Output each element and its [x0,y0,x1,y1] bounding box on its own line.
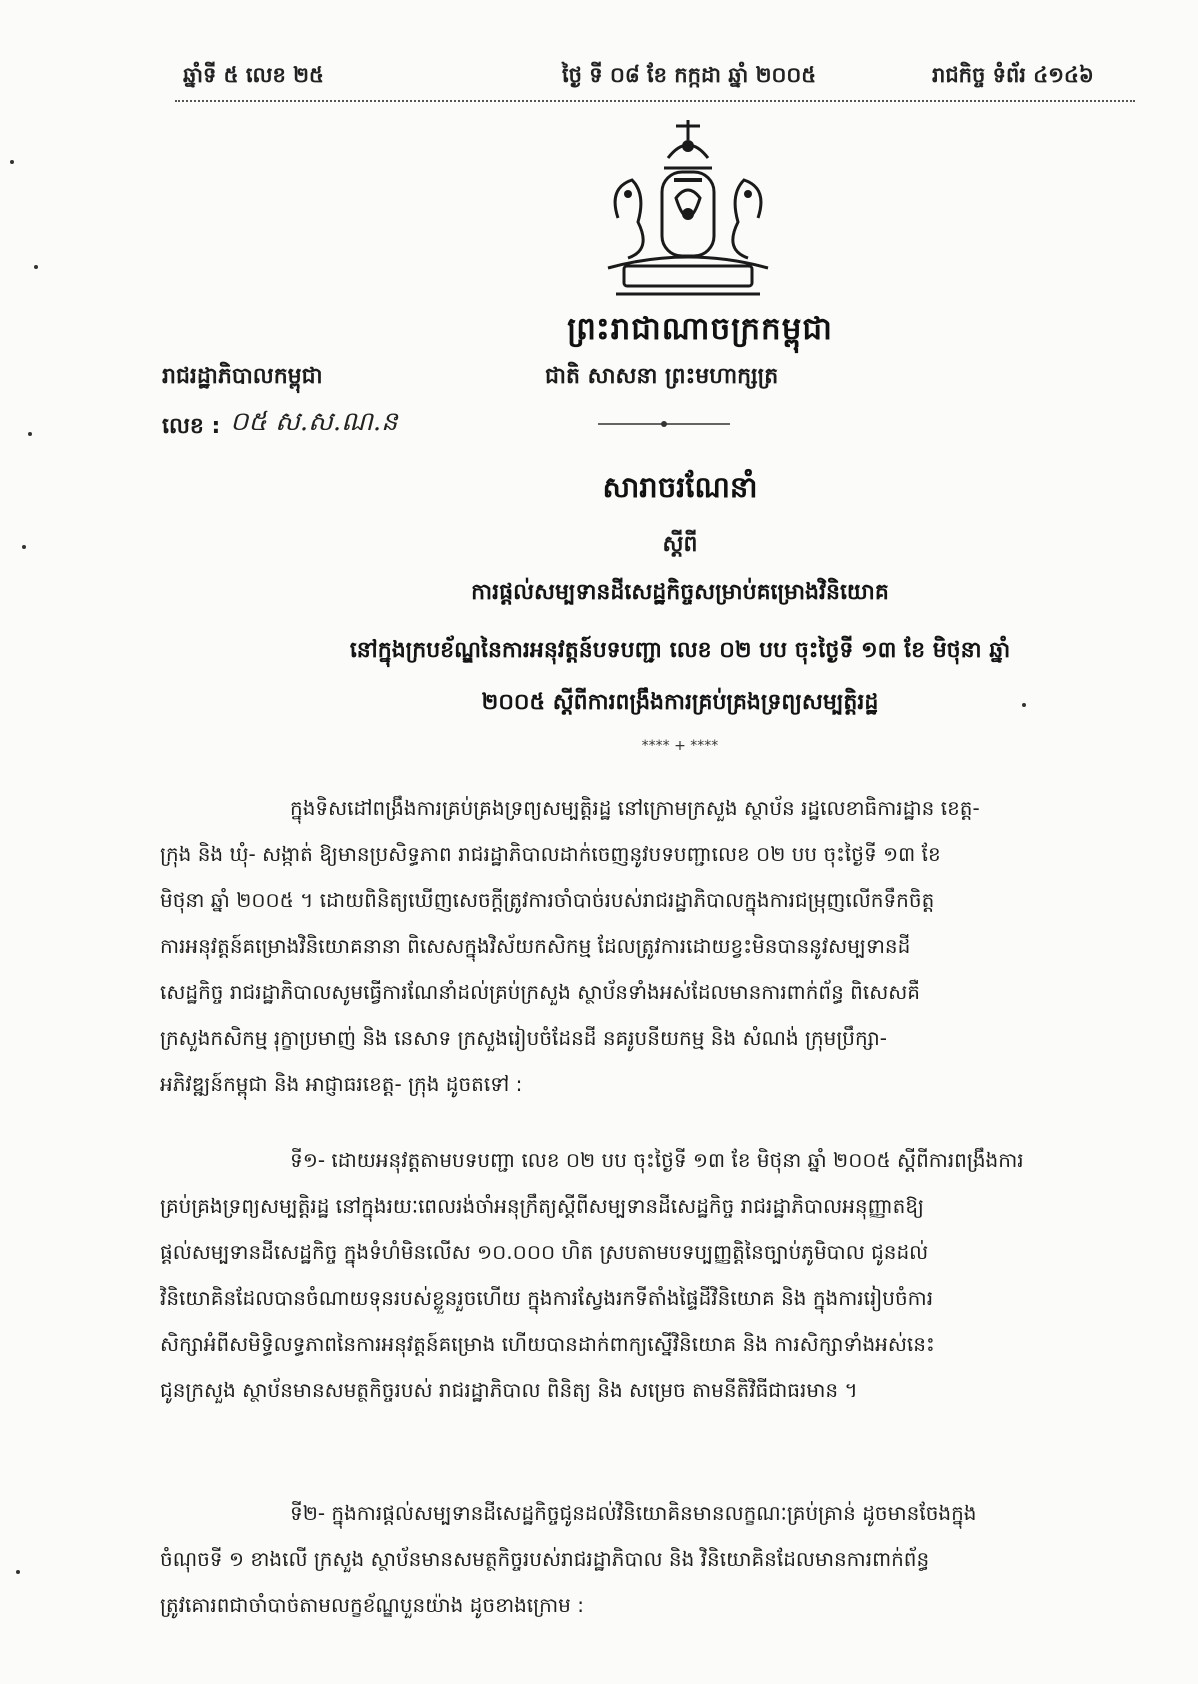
scan-artifact [10,160,14,164]
royal-coat-of-arms-icon [598,118,778,302]
reference-number: ០៥ ស.ស.ណ.ន [230,407,398,437]
paragraph-intro [160,785,1120,1107]
gazette-page: រាជកិច្ច ទំព័រ ៤១៤៦ [932,63,1094,87]
scan-artifact [28,432,32,436]
paragraph-point-1 [160,1137,1120,1413]
ornament-divider-icon [598,418,730,430]
paragraph-line: ក្នុងទិសដៅពង្រឹងការគ្រប់គ្រងទ្រព្យសម្បត្តិរដ្ឋ នៅក្រោមក្រសួង ស្ថាប័ន រដ្ឋលេខាធិការដ្ឋាន ខេត្ត- [290,796,980,820]
subject-line: ការផ្តល់សម្បទានដីសេដ្ឋកិច្ចសម្រាប់គម្រោងវិនិយោគ [471,580,889,605]
subject-lead: ស្តីពី [662,532,698,557]
national-motto: ជាតិ សាសនា ព្រះមហាក្សត្រ [545,364,779,389]
gazette-issue: ឆ្នាំទី ៥ លេខ ២៥ [183,63,324,87]
paragraph-line: ផ្តល់សម្បទានដីសេដ្ឋកិច្ច ក្នុងទំហំមិនលើស ១០.០០០ ហិត ស្របតាមបទប្បញ្ញត្តិនៃច្បាប់ភូមិបាល ជូនដល់ [160,1240,929,1264]
gazette-date: ថ្ងៃ ទី ០៨ ខែ កក្កដា ឆ្នាំ ២០០៥ [562,63,817,87]
document-title: សារាចរណែនាំ [602,470,758,504]
paragraph-line: សិក្សាអំពីសមិទ្ធិលទ្ធភាពនៃការអនុវត្តន៍គម្រោង ហើយបានដាក់ពាក្យស្នើវិនិយោគ និង ការសិក្សាទាំងអស់នេះ [160,1332,935,1356]
kingdom-name: ព្រះរាជាណាចក្រកម្ពុជា [567,311,833,347]
paragraph-line: អភិវឌ្ឍន៍កម្ពុជា និង អាជ្ញាធរខេត្ត- ក្រុង ដូចតទៅ : [160,1072,523,1096]
subject-line: ២០០៥ ស្តីពីការពង្រឹងការគ្រប់គ្រងទ្រព្យសម្បត្តិរដ្ឋ [481,690,879,715]
paragraph-line: ក្រុង និង ឃុំ- សង្កាត់ ឱ្យមានប្រសិទ្ធភាព រាជរដ្ឋាភិបាលដាក់ចេញនូវបទបញ្ជាលេខ ០២ បប ចុះថ្ងៃទី ១៣ ខែ [160,842,941,866]
paragraph-point-2 [160,1490,1120,1628]
paragraph-line: ជូនក្រសួង ស្ថាប័នមានសមត្ថកិច្ចរបស់ រាជរដ្ឋាភិបាល ពិនិត្យ និង សម្រេច តាមនីតិវិធីជាធរមាន ។ [160,1378,858,1402]
paragraph-line: មិថុនា ឆ្នាំ ២០០៥ ។ ដោយពិនិត្យឃើញសេចក្តីត្រូវការចាំបាច់របស់រាជរដ្ឋាភិបាលក្នុងការជម្រុញលើកទឹកចិត្ត [160,888,935,912]
scan-artifact [16,1570,20,1574]
reference-label: លេខ : [162,414,221,439]
paragraph-line: វិនិយោគិនដែលបានចំណាយទុនរបស់ខ្លួនរួចហើយ ក្នុងការស្វែងរកទីតាំងផ្ទៃដីវិនិយោគ និង ក្នុងការរៀបចំការ [160,1286,934,1310]
paragraph-line: ក្រសួងកសិកម្ម រុក្ខាប្រមាញ់ និង នេសាទ ក្រសួងរៀបចំដែនដី នគរូបនីយកម្ម និង សំណង់ ក្រុមប្រឹក្សា- [160,1026,887,1050]
paragraph-line: ការអនុវត្តន៍គម្រោងវិនិយោគនានា ពិសេសក្នុងវិស័យកសិកម្ម ដែលត្រូវការដោយខ្វះមិនបាននូវសម្បទានដី [160,934,911,958]
paragraph-line: គ្រប់គ្រងទ្រព្យសម្បត្តិរដ្ឋ នៅក្នុងរយៈពេលរង់ចាំអនុក្រឹត្យស្តីពីសម្បទានដីសេដ្ឋកិច្ច រាជរដ្ឋាភិបាលអនុញ្ញាតឱ្យ [160,1194,924,1218]
scan-artifact [22,545,26,549]
paragraph-line: ត្រូវគោរពជាចាំបាច់តាមលក្ខខ័ណ្ឌបួនយ៉ាង ដូចខាងក្រោម : [160,1593,584,1617]
paragraph-line: ចំណុចទី ១ ខាងលើ ក្រសួង ស្ថាប័នមានសមត្ថកិច្ចរបស់រាជរដ្ឋាភិបាល និង វិនិយោគិនដែលមានការពាក់ព័ន្ធ [160,1547,930,1571]
issuing-authority: រាជរដ្ឋាភិបាលកម្ពុជា [162,364,323,389]
scan-artifact [34,265,38,269]
paragraph-line: ទី១- ដោយអនុវត្តតាមបទបញ្ជា លេខ ០២ បប ចុះថ្ងៃទី ១៣ ខែ មិថុនា ឆ្នាំ ២០០៥ ស្តីពីការពង្រឹងការ [290,1148,1024,1172]
header-divider [175,100,1135,102]
scan-artifact [1022,703,1026,707]
section-separator: **** + **** [641,738,719,754]
subject-line: នៅក្នុងក្របខ័ណ្ឌនៃការអនុវត្តន៍បទបញ្ជា លេខ ០២ បប ចុះថ្ងៃទី ១៣ ខែ មិថុនា ឆ្នាំ [349,638,1011,663]
paragraph-line: ទី២- ក្នុងការផ្តល់សម្បទានដីសេដ្ឋកិច្ចជូនដល់វិនិយោគិនមានលក្ខណៈគ្រប់គ្រាន់ ដូចមានចែងក្នុង [290,1501,977,1525]
paragraph-line: សេដ្ឋកិច្ច រាជរដ្ឋាភិបាលសូមធ្វើការណែនាំដល់គ្រប់ក្រសួង ស្ថាប័នទាំងអស់ដែលមានការពាក់ព័ន្ធ ពិសេសគឺ [160,980,920,1004]
